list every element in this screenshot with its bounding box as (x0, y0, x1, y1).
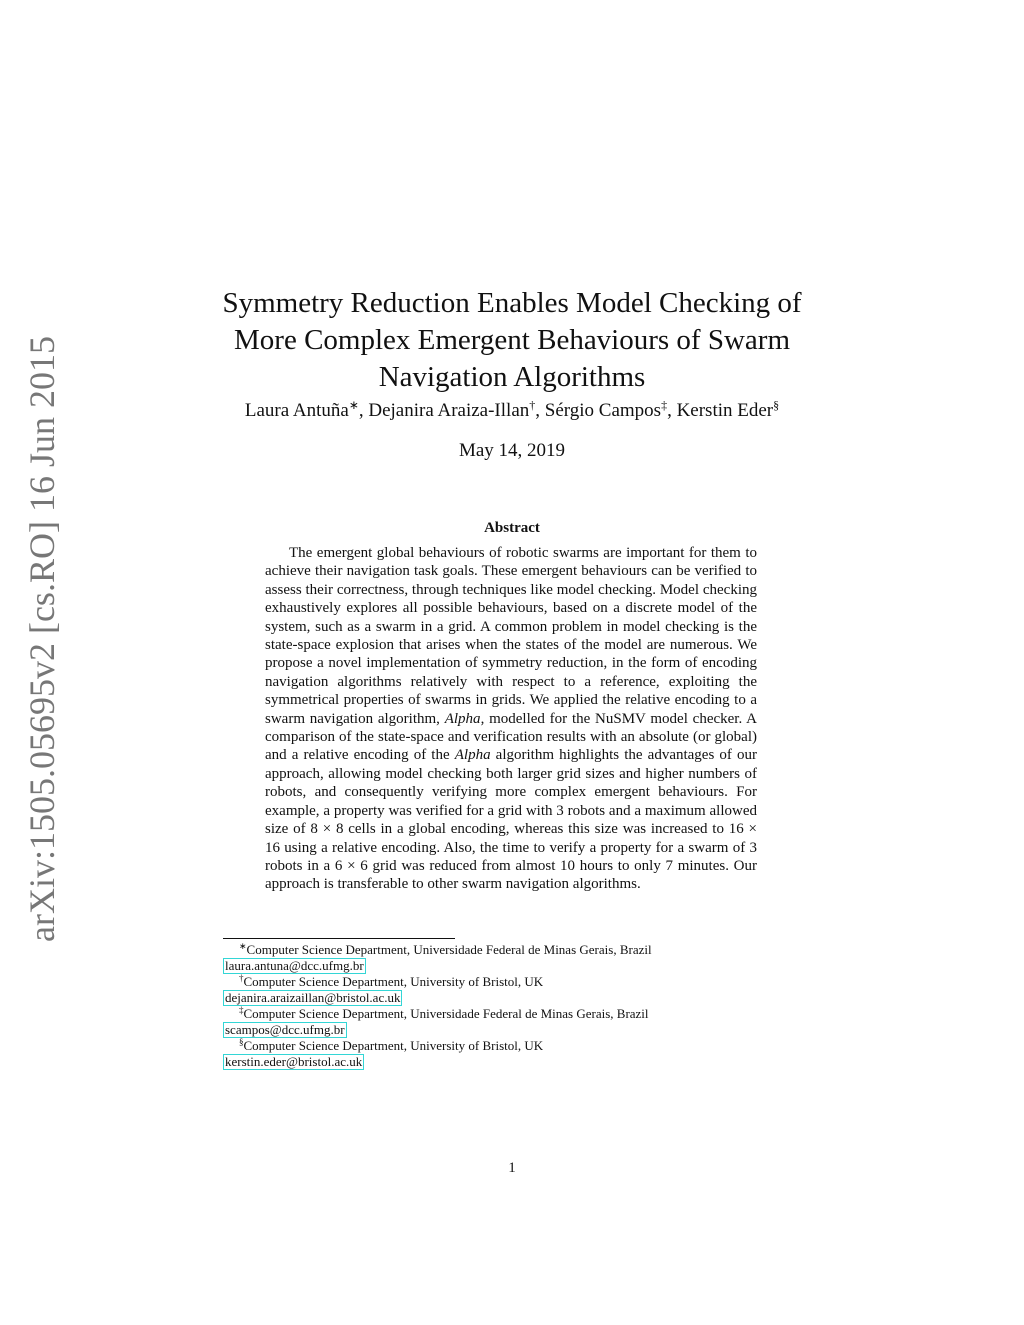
algorithm-name: Alpha (454, 747, 491, 764)
author-footnote-mark[interactable]: † (529, 398, 536, 412)
email-link[interactable]: kerstin.eder@bristol.ac.uk (225, 1054, 363, 1069)
algorithm-name: Alpha (444, 710, 481, 727)
footnote-divider (223, 938, 455, 939)
affiliation-text: Computer Science Department, Universidade Federal de Minas Gerais, Brazil (243, 1006, 649, 1021)
footnote-affiliation (223, 974, 783, 990)
abstract-text (265, 544, 757, 894)
author-list (200, 398, 824, 424)
footnote-affiliation (223, 1038, 783, 1054)
email-link[interactable]: dejanira.araizaillan@bristol.ac.uk (225, 990, 401, 1005)
footnote (223, 974, 783, 1006)
footnote (223, 1006, 783, 1038)
email-link[interactable]: scampos@dcc.ufmg.br (225, 1022, 345, 1037)
publication-date: May 14, 2019 (458, 440, 566, 461)
page-number: 1 (508, 1160, 516, 1176)
author-footnote-mark[interactable]: ∗ (348, 398, 359, 412)
affiliation-text: Computer Science Department, University of Bristol, UK (243, 974, 544, 989)
title-line: Navigation Algorithms (378, 361, 646, 394)
footnote-mark: § (239, 1037, 244, 1047)
arxiv-identifier-stamp: arXiv:1505.05695v2 [cs.RO] 16 Jun 2015 (22, 336, 62, 942)
paper-title (200, 285, 824, 396)
footnote-affiliation (223, 942, 783, 958)
abstract-heading: Abstract (484, 520, 540, 536)
abstract-segment: algorithm highlights the advantages of our approach, allowing model checking both larger grid sizes and higher numbers of robots, and consequently verifying more complex emergent behaviours. For example, a property was verified for a grid with 3 robots and a maximum allowed size of 8 × 8 cells in a global encoding, whereas this size was increased to 16 × 16 using a relative encoding. Also, the time to verify a property for a swarm of 3 robots in a 6 × 6 grid was reduced from almost 10 hours to only 7 minutes. Our approach is transferable to other swarm navigation algorithms. (265, 747, 758, 893)
email-link[interactable]: laura.antuna@dcc.ufmg.br (225, 958, 364, 973)
author-name: Dejanira Araiza-Illan (368, 400, 530, 421)
abstract-segment: , modelled for the NuSMV model checker. A comparison of the state-space and verification results with an absolute (or global) and a relative encoding of the (265, 710, 757, 764)
footnote-mark: ‡ (239, 1005, 244, 1015)
author-separator: , (358, 400, 369, 421)
footnote-mark: ∗ (239, 941, 247, 951)
author-name: Sérgio Campos (544, 400, 662, 421)
footnote (223, 942, 783, 974)
author-name: Laura Antuña (244, 400, 349, 421)
author-name: Kerstin Eder (676, 400, 774, 421)
author-separator: , (535, 400, 545, 421)
abstract-segment: The emergent global behaviours of robotic swarms are important for them to achieve their navigation task goals. These emergent behaviours can be verified to assess their correctness, through techniques like model checking. Model checking exhaustively explores all possible behaviours, based on a discrete model of the system, such as a swarm in a grid. A common problem in model checking is the state-space explosion that arises when the states of the model are numerous. We propose a novel implementation of symmetry reduction, in the form of encoding navigation algorithms relatively with respect to a reference, exploiting the symmetrical properties of swarms in grids. We applied the relative encoding to a swarm navigation algorithm, (265, 545, 757, 727)
title-line: Symmetry Reduction Enables Model Checking of (222, 287, 802, 320)
footnote (223, 1038, 783, 1070)
affiliation-text: Computer Science Department, University of Bristol, UK (243, 1038, 544, 1053)
author-footnote-mark[interactable]: ‡ (661, 398, 668, 412)
author-footnote-mark[interactable]: § (773, 398, 780, 412)
footnote-mark: † (239, 973, 244, 983)
author-separator: , (667, 400, 677, 421)
footnotes (223, 942, 783, 1070)
footnote-affiliation (223, 1006, 783, 1022)
affiliation-text: Computer Science Department, Universidade Federal de Minas Gerais, Brazil (246, 942, 652, 957)
title-line: More Complex Emergent Behaviours of Swarm (234, 324, 790, 357)
